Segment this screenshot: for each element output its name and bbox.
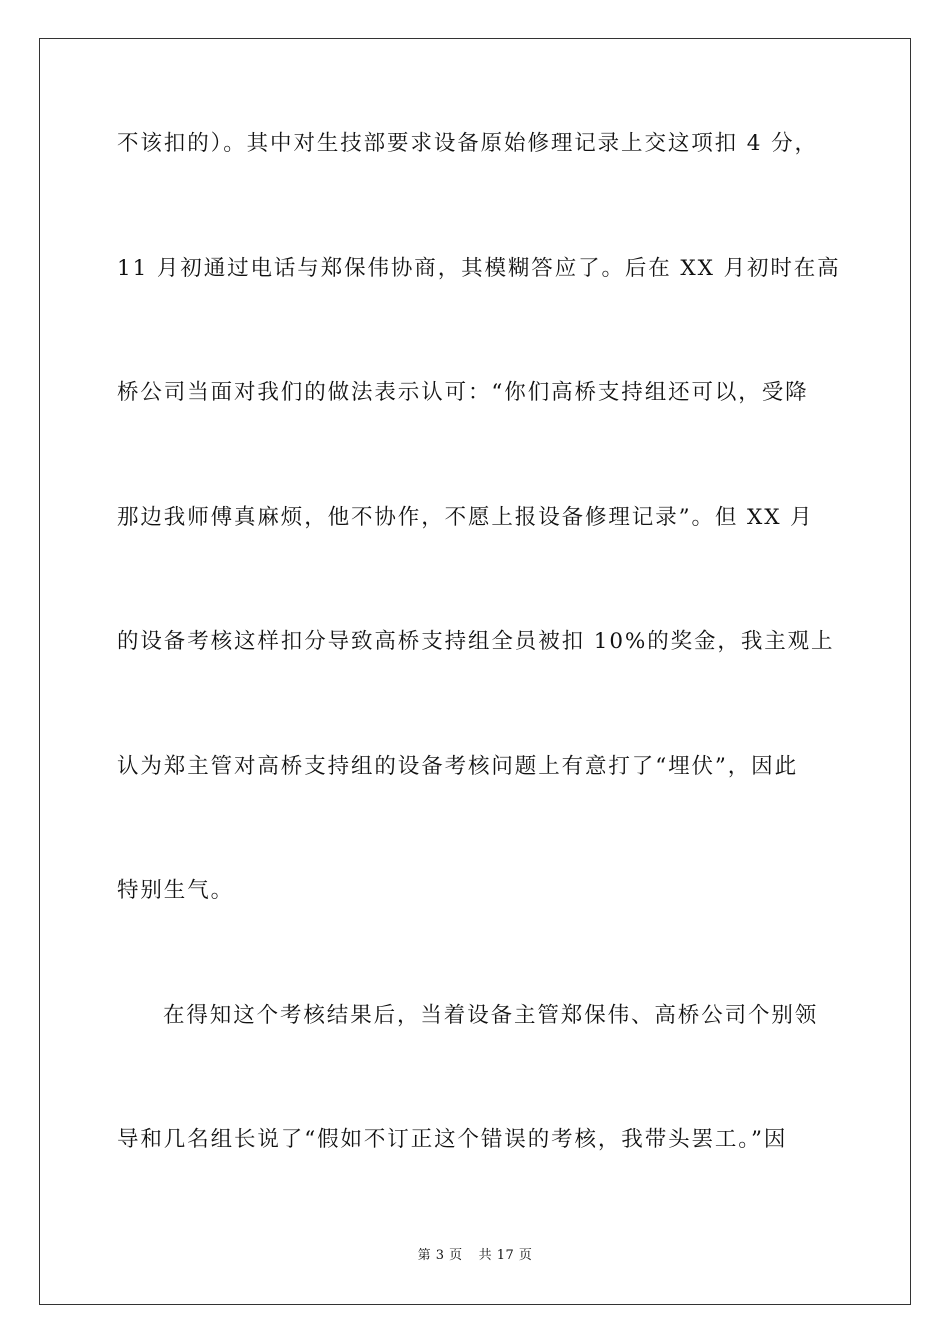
text-line-7: 特别生气。 [117, 878, 235, 903]
text-line-2: 11 月初通过电话与郑保伟协商，其模糊答应了。后在 XX 月初时在高 [117, 255, 841, 281]
current-page-number: 第 3 页 [417, 1248, 463, 1263]
page-footer [0, 1247, 950, 1265]
total-pages: 共 17 页 [478, 1248, 533, 1263]
text-line-3: 桥公司当面对我们的做法表示认可：“你们高桥支持组还可以，受降 [117, 380, 809, 405]
text-line-8: 在得知这个考核结果后，当着设备主管郑保伟、高桥公司个别领 [163, 1002, 819, 1028]
text-line-4: 那边我师傅真麻烦，他不协作，不愿上报设备修理记录”。但 XX 月 [117, 504, 814, 530]
text-line-1: 不该扣的）。其中对生技部要求设备原始修理记录上交这项扣 4 分， [117, 131, 818, 156]
text-line-5: 的设备考核这样扣分导致高桥支持组全员被扣 10%的奖金，我主观上 [117, 629, 835, 654]
document-body [117, 126, 841, 1247]
text-line-6: 认为郑主管对高桥支持组的设备考核问题上有意打了“埋伏”，因此 [117, 753, 798, 779]
text-line-9: 导和几名组长说了“假如不订正这个错误的考核，我带头罢工。”因 [117, 1127, 788, 1152]
